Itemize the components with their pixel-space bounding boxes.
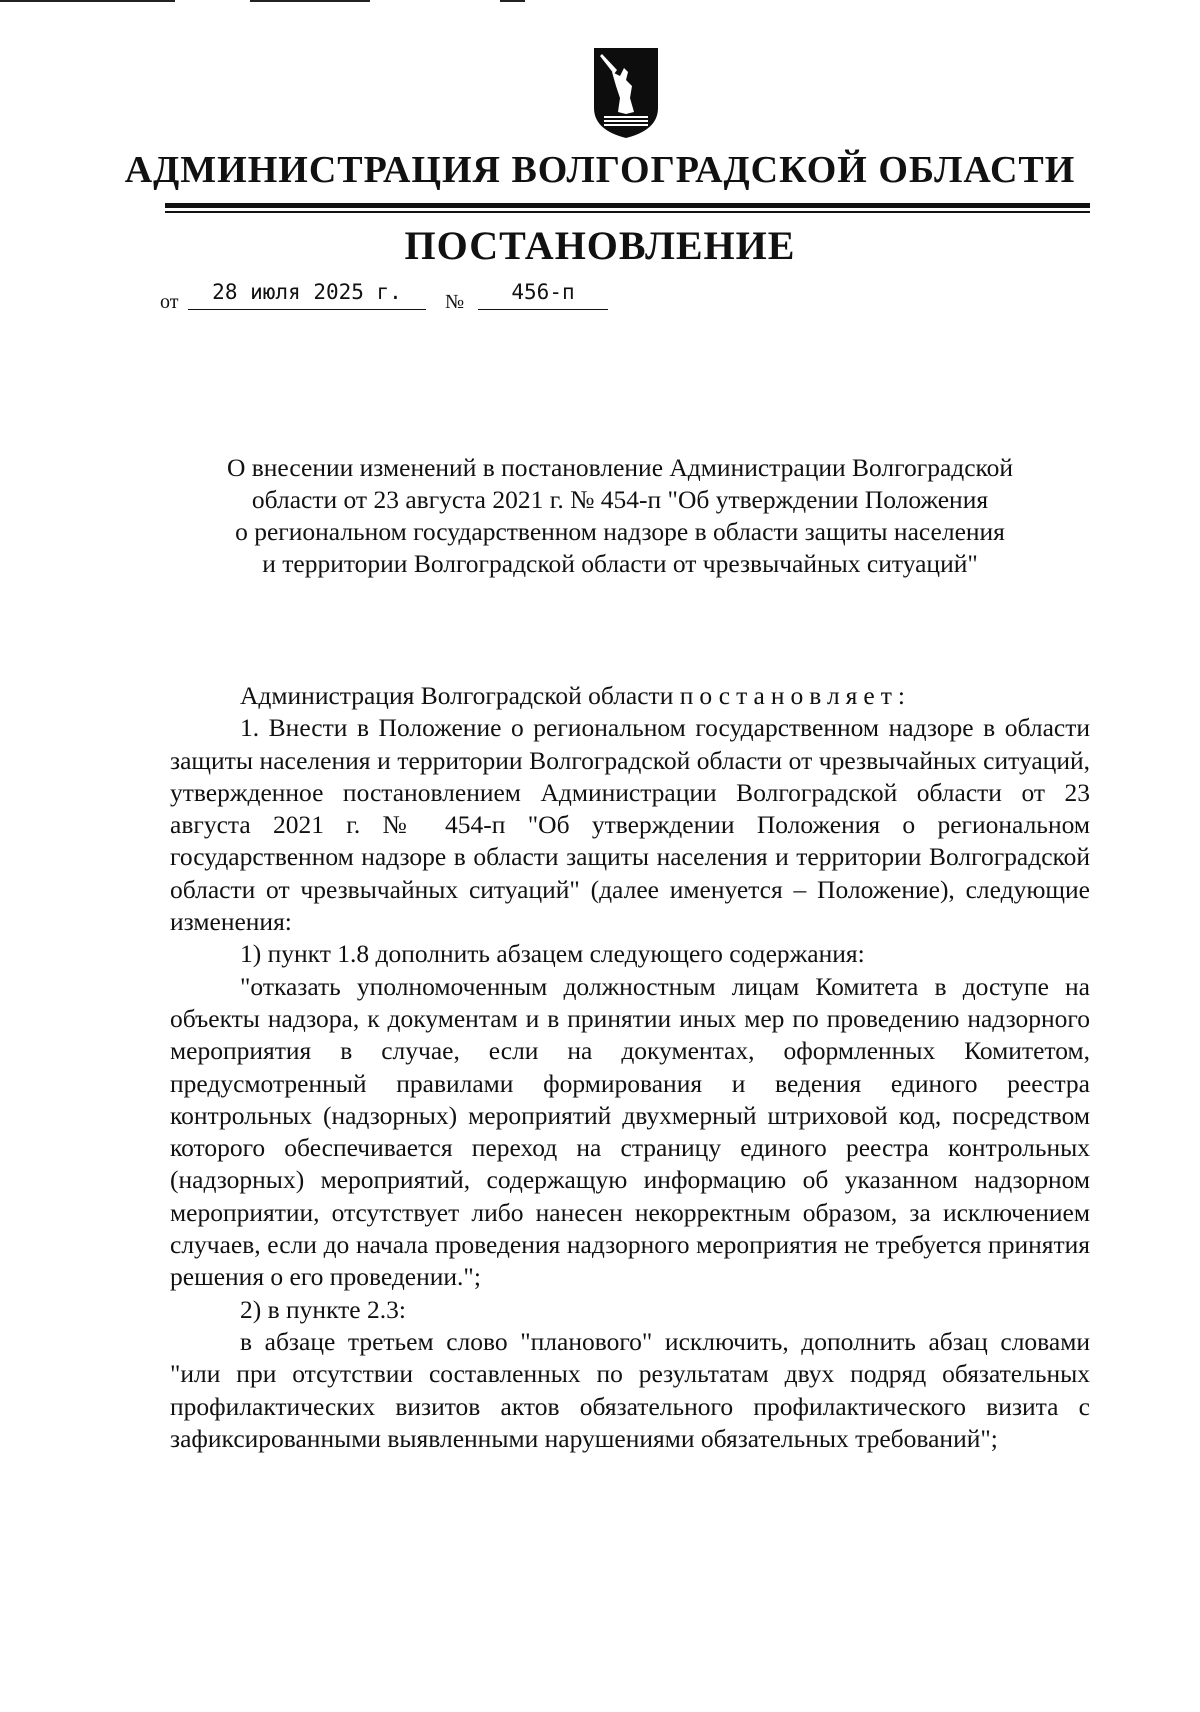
intro-text: Администрация Волгоградской области	[240, 681, 680, 710]
body-paragraph: "отказать уполномоченным должностным лицам Комитета в доступе на объекты надзора, к документам и в принятии иных мер по проведению надзорного мероприятия в случае, если на документах, оформленных Комитетом, предусмотренный правилами формирования и ведения единого реестра контрольных (надзорных) мероприятий двухмерный штриховой код, посредством которого обеспечивается переход на страницу единого реестра контрольных (надзорных) мероприятий, содержащую информацию об указанном надзорном мероприятии, отсутствует либо нанесен некорректным образом, за исключением случаев, если до начала проведения надзорного мероприятия не требуется принятия решения о его проведении.";	[170, 971, 1090, 1292]
body-paragraph: 1. Внести в Положение о региональном государственном надзоре в области защиты населения и территории Волгоградской области от чрезвычайных ситуаций, утвержденное постановлением Администрации Волгоградской области от 23 августа 2021 г. № 454-п "Об утверждении Положения о региональном государственном надзоре в области защиты населения и территории Волгоградской области от чрезвычайных ситуаций" (далее именуется – Положение), следующие изменения:	[170, 713, 1090, 937]
document-date: 28 июля 2025 г.	[188, 279, 426, 310]
intro-resolves: постановляет:	[679, 681, 911, 710]
date-label: от	[160, 291, 179, 313]
number-label: №	[445, 291, 465, 313]
subject-line: о региональном государственном надзоре в области защиты населения	[235, 517, 1005, 546]
document-number: 456-п	[478, 279, 608, 310]
header-rule-thick	[165, 203, 1090, 208]
intro-paragraph	[170, 680, 1090, 712]
dateline	[160, 278, 620, 318]
body-paragraph: 1) пункт 1.8 дополнить абзацем следующего содержания:	[240, 939, 865, 969]
document-type-title: ПОСТАНОВЛЕНИЕ	[404, 223, 796, 268]
scan-edge-marks	[0, 0, 1200, 6]
body-paragraph: 2) в пункте 2.3:	[240, 1294, 406, 1324]
document-body	[170, 680, 1090, 1455]
subject-line: области от 23 августа 2021 г. № 454-п "Об утверждении Положения	[251, 485, 989, 514]
subject-line: и территории Волгоградской области от чрезвычайных ситуаций"	[262, 549, 978, 578]
subject-line: О внесении изменений в постановление Администрации Волгоградской	[226, 453, 1014, 482]
document-subject	[160, 452, 1080, 580]
volgograd-region-emblem-icon	[590, 46, 662, 140]
organization-title: АДМИНИСТРАЦИЯ ВОЛГОГРАДСКОЙ ОБЛАСТИ	[124, 149, 1076, 191]
header-rule-thin	[165, 211, 1090, 213]
body-paragraph: в абзаце третьем слово "планового" исключить, дополнить абзац словами "или при отсутствии составленных по результатам двух подряд обязательных профилактических визитов актов обязательного профилактического визита с зафиксированными выявленными нарушениями обязательных требований";	[170, 1326, 1090, 1453]
